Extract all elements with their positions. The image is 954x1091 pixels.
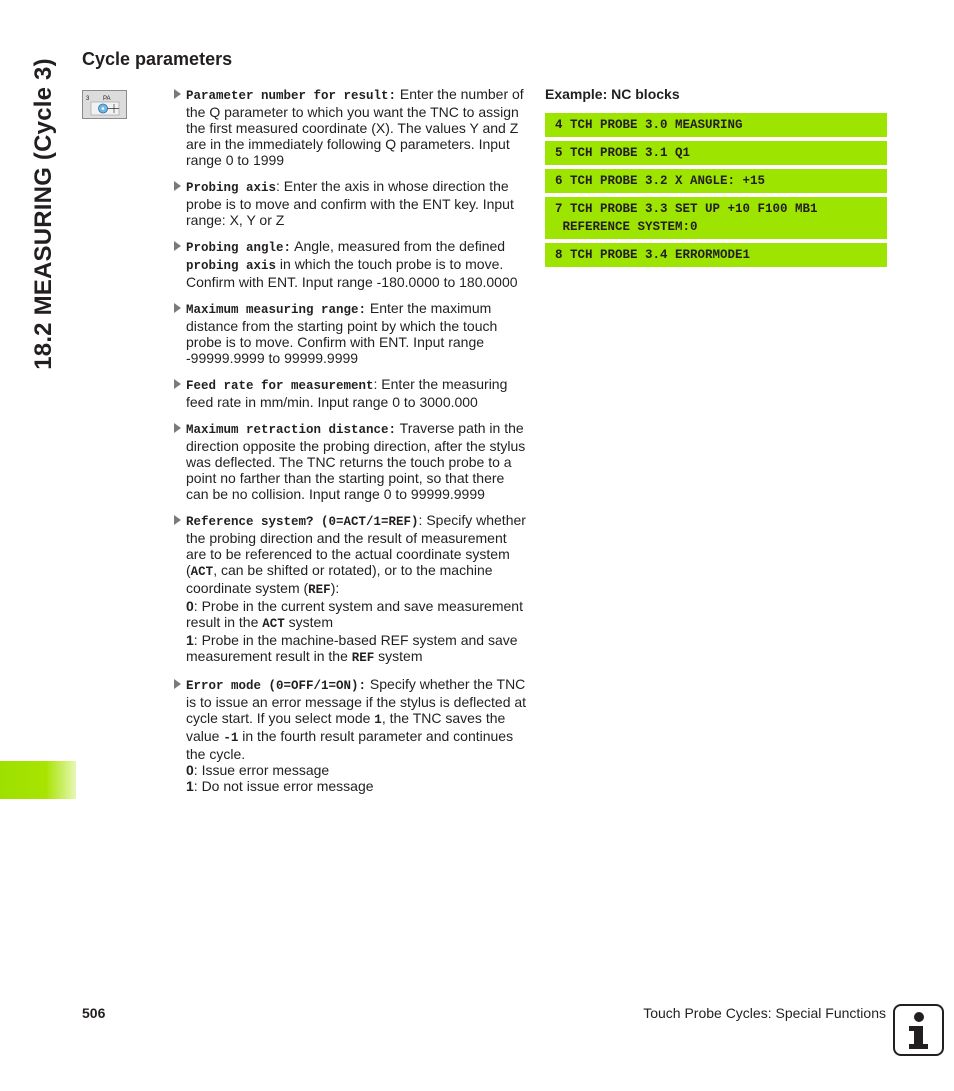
param-result-number xyxy=(172,86,528,168)
param-text: : Specify whether the probing direction and the result of measurement are to be referenced to the actual coordinate system ( xyxy=(186,512,526,578)
cycle-3-icon-graphic xyxy=(83,91,126,118)
option-text: : Probe in the current system and save measurement result in the xyxy=(186,598,523,630)
param-text: , can be shifted or rotated), or to the machine coordinate system ( xyxy=(186,562,493,596)
param-text: ): xyxy=(330,580,340,596)
option-key: 0 xyxy=(186,762,194,778)
param-inline-code: -1 xyxy=(223,731,239,745)
footer-section-title: Touch Probe Cycles: Special Functions xyxy=(643,1005,886,1021)
param-inline-code: 1 xyxy=(374,713,382,727)
param-name: Error mode (0=OFF/1=ON): xyxy=(186,679,367,693)
bullet-arrow-icon xyxy=(174,379,181,389)
param-text: in which the touch probe is to move. Confirm with ENT. Input range -180.0000 to 180.0000 xyxy=(186,256,518,290)
nc-block-line: 4 TCH PROBE 3.0 MEASURING xyxy=(545,113,887,137)
param-feed-rate xyxy=(172,376,528,410)
parameter-list xyxy=(172,86,528,804)
cycle-3-icon xyxy=(82,90,127,119)
bullet-arrow-icon xyxy=(174,679,181,689)
chapter-title: 18.2 MEASURING (Cycle 3) xyxy=(30,58,57,370)
option-inline-code: ACT xyxy=(262,617,285,631)
bullet-arrow-icon xyxy=(174,181,181,191)
param-name: Probing axis xyxy=(186,181,277,195)
bullet-arrow-icon xyxy=(174,89,181,99)
param-name: Feed rate for measurement xyxy=(186,379,374,393)
nc-block-line: 7 TCH PROBE 3.3 SET UP +10 F100 MB1 REFERENCE SYSTEM:0 xyxy=(545,197,887,239)
param-max-measuring-range xyxy=(172,300,528,366)
param-probing-axis xyxy=(172,178,528,228)
param-text: Angle, measured from the defined xyxy=(291,238,506,254)
param-error-mode xyxy=(172,676,528,794)
info-icon xyxy=(893,1004,944,1056)
bullet-arrow-icon xyxy=(174,241,181,251)
bullet-arrow-icon xyxy=(174,303,181,313)
option-text: system xyxy=(374,648,423,664)
nc-block-line: 8 TCH PROBE 3.4 ERRORMODE1 xyxy=(545,243,887,267)
param-text: : Enter the axis in whose direction the probe is to move and confirm with the ENT key. Input range: X, Y or Z xyxy=(186,178,514,228)
example-heading: Example: NC blocks xyxy=(545,86,680,102)
option-text: : Probe in the machine-based REF system and save measurement result in the xyxy=(186,632,518,664)
option-key: 1 xyxy=(186,632,194,648)
param-text: Enter the number of the Q parameter to which you want the TNC to assign the first measured coordinate (X). The values Y and Z are in the immediately following Q parameters. Input range 0 to 1999 xyxy=(186,86,524,168)
param-name: Maximum retraction distance: xyxy=(186,423,397,437)
icon-label-left: 3 xyxy=(86,96,90,102)
param-name: Maximum measuring range: xyxy=(186,303,367,317)
param-text: : Enter the measuring feed rate in mm/min. Input range 0 to 3000.000 xyxy=(186,376,508,410)
param-probing-angle xyxy=(172,238,528,290)
param-text: Enter the maximum distance from the starting point by which the touch probe is to move. Confirm with ENT. Input range -99999.9999 to 99999.9999 xyxy=(186,300,498,366)
icon-label-right: PA xyxy=(103,96,111,102)
param-reference-system xyxy=(172,512,528,666)
chapter-tab-marker xyxy=(0,761,76,799)
nc-block-line: 5 TCH PROBE 3.1 Q1 xyxy=(545,141,887,165)
param-text: in the fourth result parameter and continues the cycle. xyxy=(186,728,514,762)
param-name: Probing angle: xyxy=(186,241,292,255)
param-option-0 xyxy=(186,598,528,632)
bullet-arrow-icon xyxy=(174,515,181,525)
nc-block-list xyxy=(545,113,887,271)
option-text: : Do not issue error message xyxy=(193,778,374,794)
page-number: 506 xyxy=(82,1005,106,1021)
param-inline-code: REF xyxy=(308,583,331,597)
option-key: 1 xyxy=(186,778,194,794)
option-text: system xyxy=(284,614,334,630)
param-inline-code: probing axis xyxy=(186,259,277,273)
nc-block-line: 6 TCH PROBE 3.2 X ANGLE: +15 xyxy=(545,169,887,193)
param-text: Specify whether the TNC is to issue an error message if the stylus is deflected at cycle start. If you select mode xyxy=(186,676,527,726)
param-max-retraction xyxy=(172,420,528,502)
param-option-0 xyxy=(186,762,528,778)
option-inline-code: REF xyxy=(351,651,375,665)
param-text: Traverse path in the direction opposite the probing direction, after the stylus was deflected. The TNC returns the touch probe to a point no farther than the starting point, so that there can be no collision. Input range 0 to 99999.9999 xyxy=(186,420,526,502)
param-name: Parameter number for result: xyxy=(186,89,397,103)
param-inline-code: ACT xyxy=(190,565,214,579)
param-name: Reference system? (0=ACT/1=REF) xyxy=(186,515,419,529)
section-heading: Cycle parameters xyxy=(82,49,233,69)
param-text: , the TNC saves the value xyxy=(186,710,506,744)
option-key: 0 xyxy=(186,598,194,614)
param-option-1 xyxy=(186,632,528,666)
bullet-arrow-icon xyxy=(174,423,181,433)
option-text: : Issue error message xyxy=(193,762,330,778)
param-option-1 xyxy=(186,778,528,794)
